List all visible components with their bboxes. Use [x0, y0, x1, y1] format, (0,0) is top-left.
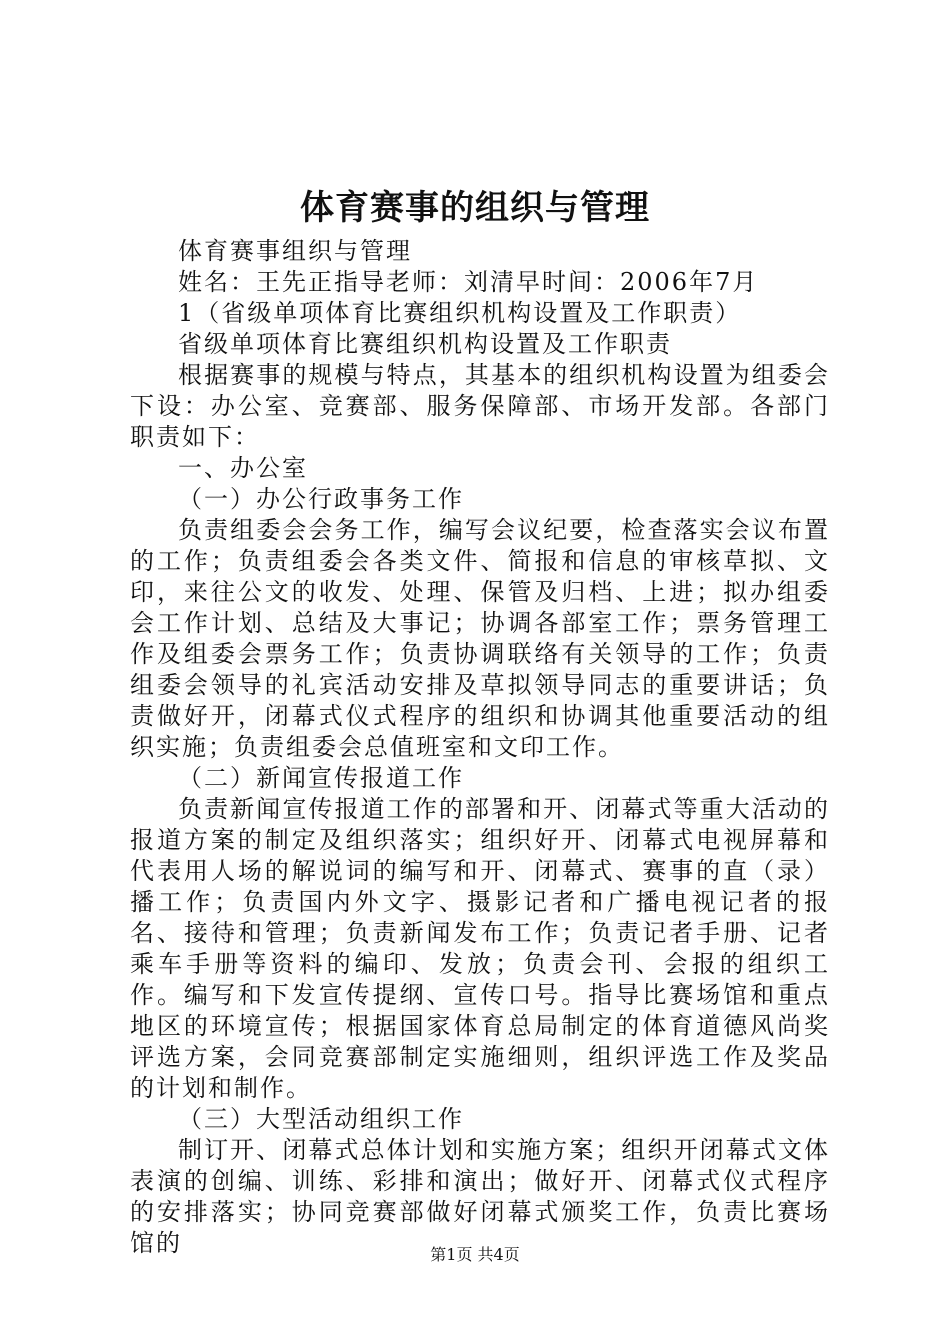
- paragraph-press: 负责新闻宣传报道工作的部署和开、闭幕式等重大活动的报道方案的制定及组织落实；组织好开、闭幕式电视屏幕和代表用人场的解说词的编写和开、闭幕式、赛事的直（录）播工作；负责国内外文字、摄影记者和广播电视记者的报名、接待和管理；负责新闻发布工作；负责记者手册、记者乘车手册等资料的编印、发放；负责会刊、会报的组织工作。编写和下发宣传提纲、宣传口号。指导比赛场馆和重点地区的环境宣传；根据国家体育总局制定的体育道德风尚奖评选方案，会同竞赛部制定实施细则，组织评选工作及奖品的计划和制作。: [130, 795, 830, 1102]
- document-body: [130, 236, 830, 1259]
- paragraph-admin: 负责组委会会务工作，编写会议纪要，检查落实会议布置的工作；负责组委会各类文件、简报和信息的审核草拟、文印，来往公文的收发、处理、保管及归档、上进；拟办组委会工作计划、总结及大事记；协调各部室工作；票务管理工作及组委会票务工作；负责协调联络有关领导的工作；负责组委会领导的礼宾活动安排及草拟领导同志的重要讲话；负责做好开，闭幕式仪式程序的组织和协调其他重要活动的组织实施；负责组委会总值班室和文印工作。: [130, 516, 830, 761]
- page-footer: 第1页 共4页: [430, 1245, 520, 1264]
- heading-office: 一、办公室: [178, 454, 308, 482]
- paragraph-events: 制订开、闭幕式总体计划和实施方案；组织开闭幕式文体表演的创编、训练、彩排和演出；做好开、闭幕式仪式程序的安排落实；协同竞赛部做好闭幕式颁奖工作，负责比赛场馆的: [130, 1136, 830, 1257]
- paragraph-section-heading: 省级单项体育比赛组织机构设置及工作职责: [178, 330, 672, 358]
- subheading-events: （三）大型活动组织工作: [178, 1105, 464, 1133]
- subheading-admin: （一）办公行政事务工作: [178, 485, 464, 513]
- paragraph-author-line: 姓名：王先正指导老师：刘清早时间：2006年7月: [178, 268, 759, 296]
- document-title: 体育赛事的组织与管理: [300, 188, 650, 228]
- paragraph-intro: 根据赛事的规模与特点，其基本的组织机构设置为组委会下设：办公室、竞赛部、服务保障部、市场开发部。各部门职责如下：: [130, 361, 830, 451]
- subheading-press: （二）新闻宣传报道工作: [178, 764, 464, 792]
- paragraph-subtitle: 体育赛事组织与管理: [178, 237, 412, 265]
- paragraph-section-note: 1（省级单项体育比赛组织机构设置及工作职责）: [178, 299, 742, 327]
